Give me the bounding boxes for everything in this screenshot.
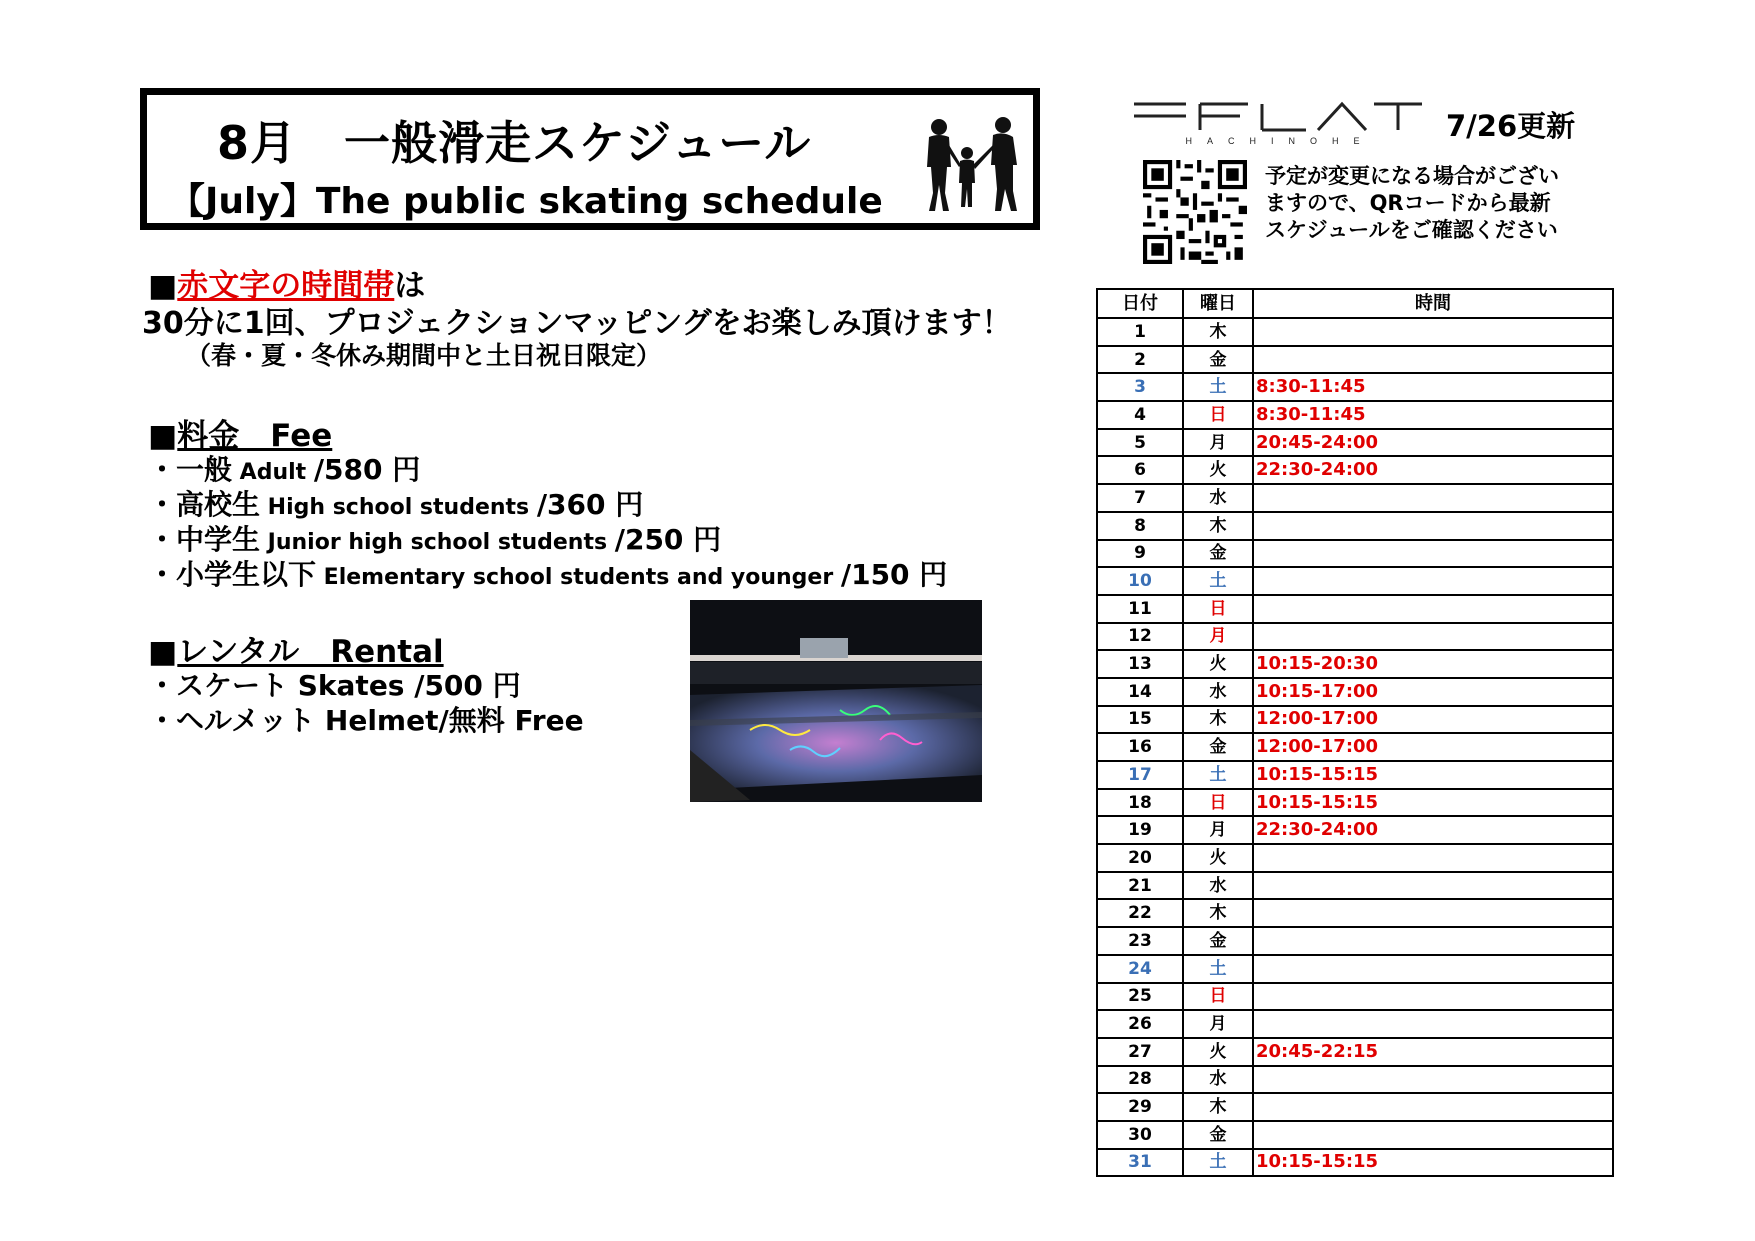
- cell-date: 9: [1097, 540, 1183, 568]
- cell-date: 8: [1097, 512, 1183, 540]
- cell-date: 10: [1097, 567, 1183, 595]
- cell-weekday: 月: [1183, 429, 1253, 457]
- table-row: [1097, 678, 1613, 706]
- table-row: [1097, 1093, 1613, 1121]
- table-row: [1097, 512, 1613, 540]
- cell-time: [1253, 927, 1613, 955]
- cell-weekday: 火: [1183, 1038, 1253, 1066]
- qr-code-icon[interactable]: [1143, 160, 1247, 264]
- cell-time: 22:30-24:00: [1253, 456, 1613, 484]
- cell-weekday: 土: [1183, 567, 1253, 595]
- table-row: [1097, 983, 1613, 1011]
- table-row: [1097, 623, 1613, 651]
- cell-date: 18: [1097, 789, 1183, 817]
- qr-note-line: 予定が変更になる場合がござい: [1265, 164, 1559, 188]
- cell-time: 10:15-15:15: [1253, 761, 1613, 789]
- qr-note-line: スケジュールをご確認ください: [1265, 218, 1558, 242]
- cell-time: [1253, 1121, 1613, 1149]
- cell-date: 15: [1097, 706, 1183, 734]
- cell-time: 12:00-17:00: [1253, 733, 1613, 761]
- cell-date: 12: [1097, 623, 1183, 651]
- projection-note: （春・夏・冬休み期間中と土日祝日限定）: [186, 341, 662, 370]
- column-header-weekday: 曜日: [1183, 289, 1253, 318]
- bullet: ■: [148, 268, 178, 304]
- cell-time: 10:15-15:15: [1253, 789, 1613, 817]
- cell-time: 8:30-11:45: [1253, 401, 1613, 429]
- cell-time: 10:15-17:00: [1253, 678, 1613, 706]
- cell-time: 8:30-11:45: [1253, 373, 1613, 401]
- rink-photo: [690, 600, 982, 802]
- cell-weekday: 土: [1183, 373, 1253, 401]
- cell-weekday: 月: [1183, 1010, 1253, 1038]
- cell-date: 19: [1097, 816, 1183, 844]
- cell-time: [1253, 512, 1613, 540]
- fee-heading-label: 料金 Fee: [177, 418, 333, 454]
- cell-weekday: 月: [1183, 623, 1253, 651]
- cell-date: 6: [1097, 456, 1183, 484]
- cell-date: 23: [1097, 927, 1183, 955]
- cell-time: [1253, 484, 1613, 512]
- cell-date: 3: [1097, 373, 1183, 401]
- table-row: [1097, 955, 1613, 983]
- table-row: [1097, 401, 1613, 429]
- table-row: [1097, 844, 1613, 872]
- table-row: [1097, 1121, 1613, 1149]
- cell-date: 27: [1097, 1038, 1183, 1066]
- cell-weekday: 火: [1183, 844, 1253, 872]
- cell-date: 7: [1097, 484, 1183, 512]
- table-row: [1097, 1149, 1613, 1177]
- table-row: [1097, 789, 1613, 817]
- rental-heading-label: レンタル Rental: [177, 634, 444, 670]
- cell-date: 31: [1097, 1149, 1183, 1177]
- schedule-table: [1096, 288, 1614, 1177]
- table-row: [1097, 816, 1613, 844]
- table-row: [1097, 318, 1613, 346]
- cell-time: 22:30-24:00: [1253, 816, 1613, 844]
- table-row: [1097, 872, 1613, 900]
- cell-date: 25: [1097, 983, 1183, 1011]
- table-row: [1097, 567, 1613, 595]
- cell-date: 17: [1097, 761, 1183, 789]
- cell-date: 30: [1097, 1121, 1183, 1149]
- table-row: [1097, 650, 1613, 678]
- cell-weekday: 日: [1183, 595, 1253, 623]
- table-row: [1097, 540, 1613, 568]
- fee-item-elementary: ・小学生以下 Elementary school students and younger /150 円: [148, 558, 948, 591]
- cell-time: [1253, 1066, 1613, 1094]
- cell-weekday: 木: [1183, 318, 1253, 346]
- projection-red-text: 赤文字の時間帯: [177, 268, 395, 304]
- table-row: [1097, 1010, 1613, 1038]
- cell-weekday: 日: [1183, 983, 1253, 1011]
- table-row: [1097, 346, 1613, 374]
- qr-note-line: ますので、QRコードから最新: [1265, 191, 1551, 215]
- cell-time: 20:45-22:15: [1253, 1038, 1613, 1066]
- cell-time: [1253, 318, 1613, 346]
- cell-date: 1: [1097, 318, 1183, 346]
- table-row: [1097, 733, 1613, 761]
- cell-weekday: 土: [1183, 1149, 1253, 1177]
- cell-weekday: 土: [1183, 761, 1253, 789]
- table-row: [1097, 927, 1613, 955]
- cell-weekday: 木: [1183, 899, 1253, 927]
- page-subtitle: 【July】The public skating schedule: [169, 181, 883, 222]
- cell-time: 12:00-17:00: [1253, 706, 1613, 734]
- cell-weekday: 水: [1183, 1066, 1253, 1094]
- cell-date: 2: [1097, 346, 1183, 374]
- rental-item-helmet: ・ヘルメット Helmet/無料 Free: [148, 704, 584, 737]
- projection-description: 30分に1回、プロジェクションマッピングをお楽しみ頂けます！: [142, 306, 1012, 341]
- cell-date: 22: [1097, 899, 1183, 927]
- cell-time: [1253, 844, 1613, 872]
- cell-date: 29: [1097, 1093, 1183, 1121]
- table-row: [1097, 899, 1613, 927]
- cell-date: 4: [1097, 401, 1183, 429]
- table-row: [1097, 484, 1613, 512]
- cell-time: 10:15-20:30: [1253, 650, 1613, 678]
- cell-weekday: 金: [1183, 733, 1253, 761]
- cell-time: [1253, 595, 1613, 623]
- cell-weekday: 木: [1183, 706, 1253, 734]
- table-row: [1097, 1066, 1613, 1094]
- family-silhouette-icon: [917, 115, 1027, 215]
- table-row: [1097, 429, 1613, 457]
- cell-weekday: 日: [1183, 789, 1253, 817]
- column-header-date: 日付: [1097, 289, 1183, 318]
- cell-time: [1253, 955, 1613, 983]
- cell-date: 20: [1097, 844, 1183, 872]
- cell-weekday: 水: [1183, 678, 1253, 706]
- table-row: [1097, 373, 1613, 401]
- cell-time: 20:45-24:00: [1253, 429, 1613, 457]
- logo-subtext: HACHINOHE: [1185, 136, 1375, 146]
- cell-time: [1253, 872, 1613, 900]
- table-row: [1097, 1038, 1613, 1066]
- bullet: ■: [148, 634, 178, 670]
- qr-note: [1265, 163, 1559, 244]
- cell-date: 11: [1097, 595, 1183, 623]
- table-row: [1097, 595, 1613, 623]
- cell-time: [1253, 983, 1613, 1011]
- cell-weekday: 水: [1183, 484, 1253, 512]
- cell-weekday: 火: [1183, 456, 1253, 484]
- cell-time: [1253, 346, 1613, 374]
- cell-weekday: 金: [1183, 927, 1253, 955]
- cell-time: [1253, 567, 1613, 595]
- cell-time: [1253, 899, 1613, 927]
- cell-time: [1253, 540, 1613, 568]
- cell-weekday: 木: [1183, 1093, 1253, 1121]
- cell-weekday: 木: [1183, 512, 1253, 540]
- table-row: [1097, 456, 1613, 484]
- cell-weekday: 水: [1183, 872, 1253, 900]
- flat-hachinohe-logo: [1130, 100, 1426, 146]
- table-row: [1097, 761, 1613, 789]
- page-title: 8月 一般滑走スケジュール: [217, 116, 812, 170]
- cell-date: 13: [1097, 650, 1183, 678]
- cell-weekday: 火: [1183, 650, 1253, 678]
- cell-date: 26: [1097, 1010, 1183, 1038]
- projection-suffix: は: [394, 268, 426, 304]
- cell-weekday: 金: [1183, 540, 1253, 568]
- cell-date: 16: [1097, 733, 1183, 761]
- table-row: [1097, 706, 1613, 734]
- cell-time: [1253, 1010, 1613, 1038]
- cell-weekday: 土: [1183, 955, 1253, 983]
- cell-time: [1253, 623, 1613, 651]
- cell-date: 24: [1097, 955, 1183, 983]
- column-header-time: 時間: [1253, 289, 1613, 318]
- bullet: ■: [148, 418, 178, 454]
- fee-item-junior-high: ・中学生 Junior high school students /250 円: [148, 523, 722, 556]
- rental-item-skates: ・スケート Skates /500 円: [148, 669, 521, 702]
- cell-time: 10:15-15:15: [1253, 1149, 1613, 1177]
- title-box: [140, 88, 1040, 230]
- cell-date: 5: [1097, 429, 1183, 457]
- cell-time: [1253, 1093, 1613, 1121]
- cell-date: 21: [1097, 872, 1183, 900]
- fee-item-adult: ・一般 Adult /580 円: [148, 453, 421, 486]
- schedule-header-row: [1097, 289, 1613, 318]
- cell-weekday: 金: [1183, 346, 1253, 374]
- cell-weekday: 日: [1183, 401, 1253, 429]
- updated-date: 7/26更新: [1446, 109, 1576, 143]
- cell-weekday: 月: [1183, 816, 1253, 844]
- cell-date: 14: [1097, 678, 1183, 706]
- fee-item-high-school: ・高校生 High school students /360 円: [148, 488, 644, 521]
- cell-weekday: 金: [1183, 1121, 1253, 1149]
- cell-date: 28: [1097, 1066, 1183, 1094]
